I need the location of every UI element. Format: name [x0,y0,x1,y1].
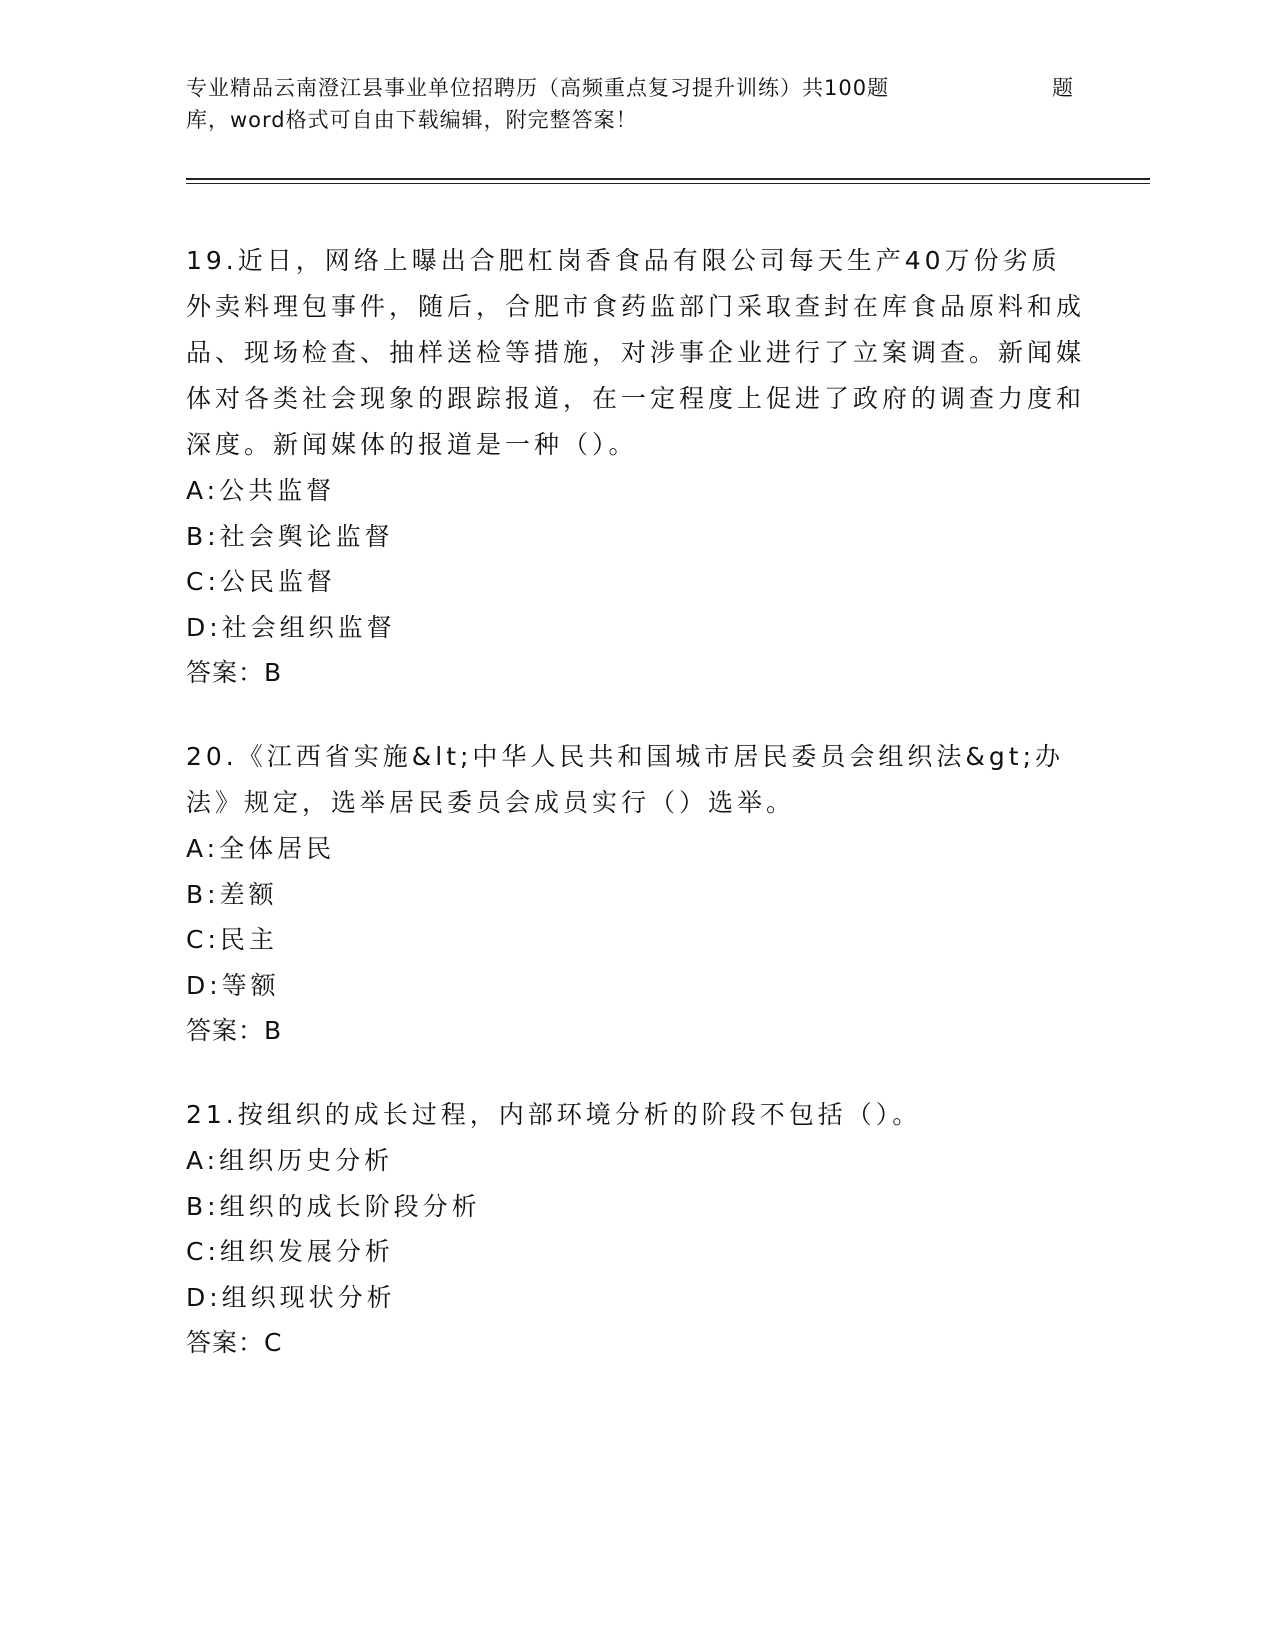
question-21 [186,1092,1086,1366]
option-b: B:差额 [186,879,278,909]
page-header [186,72,1086,136]
question-stem: 21.按组织的成长过程，内部环境分析的阶段不包括（）。 [186,1100,922,1129]
question-20 [186,734,1086,1054]
option-b: B:组织的成长阶段分析 [186,1191,481,1221]
option-c: C:组织发展分析 [186,1237,394,1266]
option-d: D:等额 [186,970,280,1000]
question-stem: 19.近日，网络上曝出合肥杠岗香食品有限公司每天生产40万份劣质外卖料理包事件，随后，合肥市食药监部门采取查封在库食品原料和成品、现场检查、抽样送检等措施，对涉事企业进行了立案调查。新闻媒体对各类社会现象的跟踪报道，在一定程度上促进了政府的调查力度和深度。新闻媒体的报道是一种（）。 [186,246,1086,459]
option-b: B:社会舆论监督 [186,521,394,551]
question-19 [186,238,1086,696]
question-stem: 20.《江西省实施&lt;中华人民共和国城市居民委员会组织法&gt;办法》规定，选举居民委员会成员实行（）选举。 [186,742,1065,817]
answer: 答案：B [186,1016,283,1045]
option-a: A:公共监督 [186,476,336,505]
option-d: D:社会组织监督 [186,612,396,642]
header-rule-thin [186,183,1150,184]
answer: 答案：B [186,658,283,687]
header-title-tail: 题 [1052,76,1074,100]
header-line-2: 库，word格式可自由下载编辑，附完整答案！ [186,108,638,132]
header-line-1 [186,72,1086,104]
header-title-text: 专业精品云南澄江县事业单位招聘历（高频重点复习提升训练）共100题 [186,76,890,100]
header-rule [186,178,1150,180]
answer: 答案：C [186,1328,283,1357]
option-c: C:公民监督 [186,567,336,596]
question-list [186,238,1086,1404]
option-a: A:全体居民 [186,834,336,863]
option-a: A:组织历史分析 [186,1146,394,1175]
option-c: C:民主 [186,925,278,954]
option-d: D:组织现状分析 [186,1282,396,1312]
